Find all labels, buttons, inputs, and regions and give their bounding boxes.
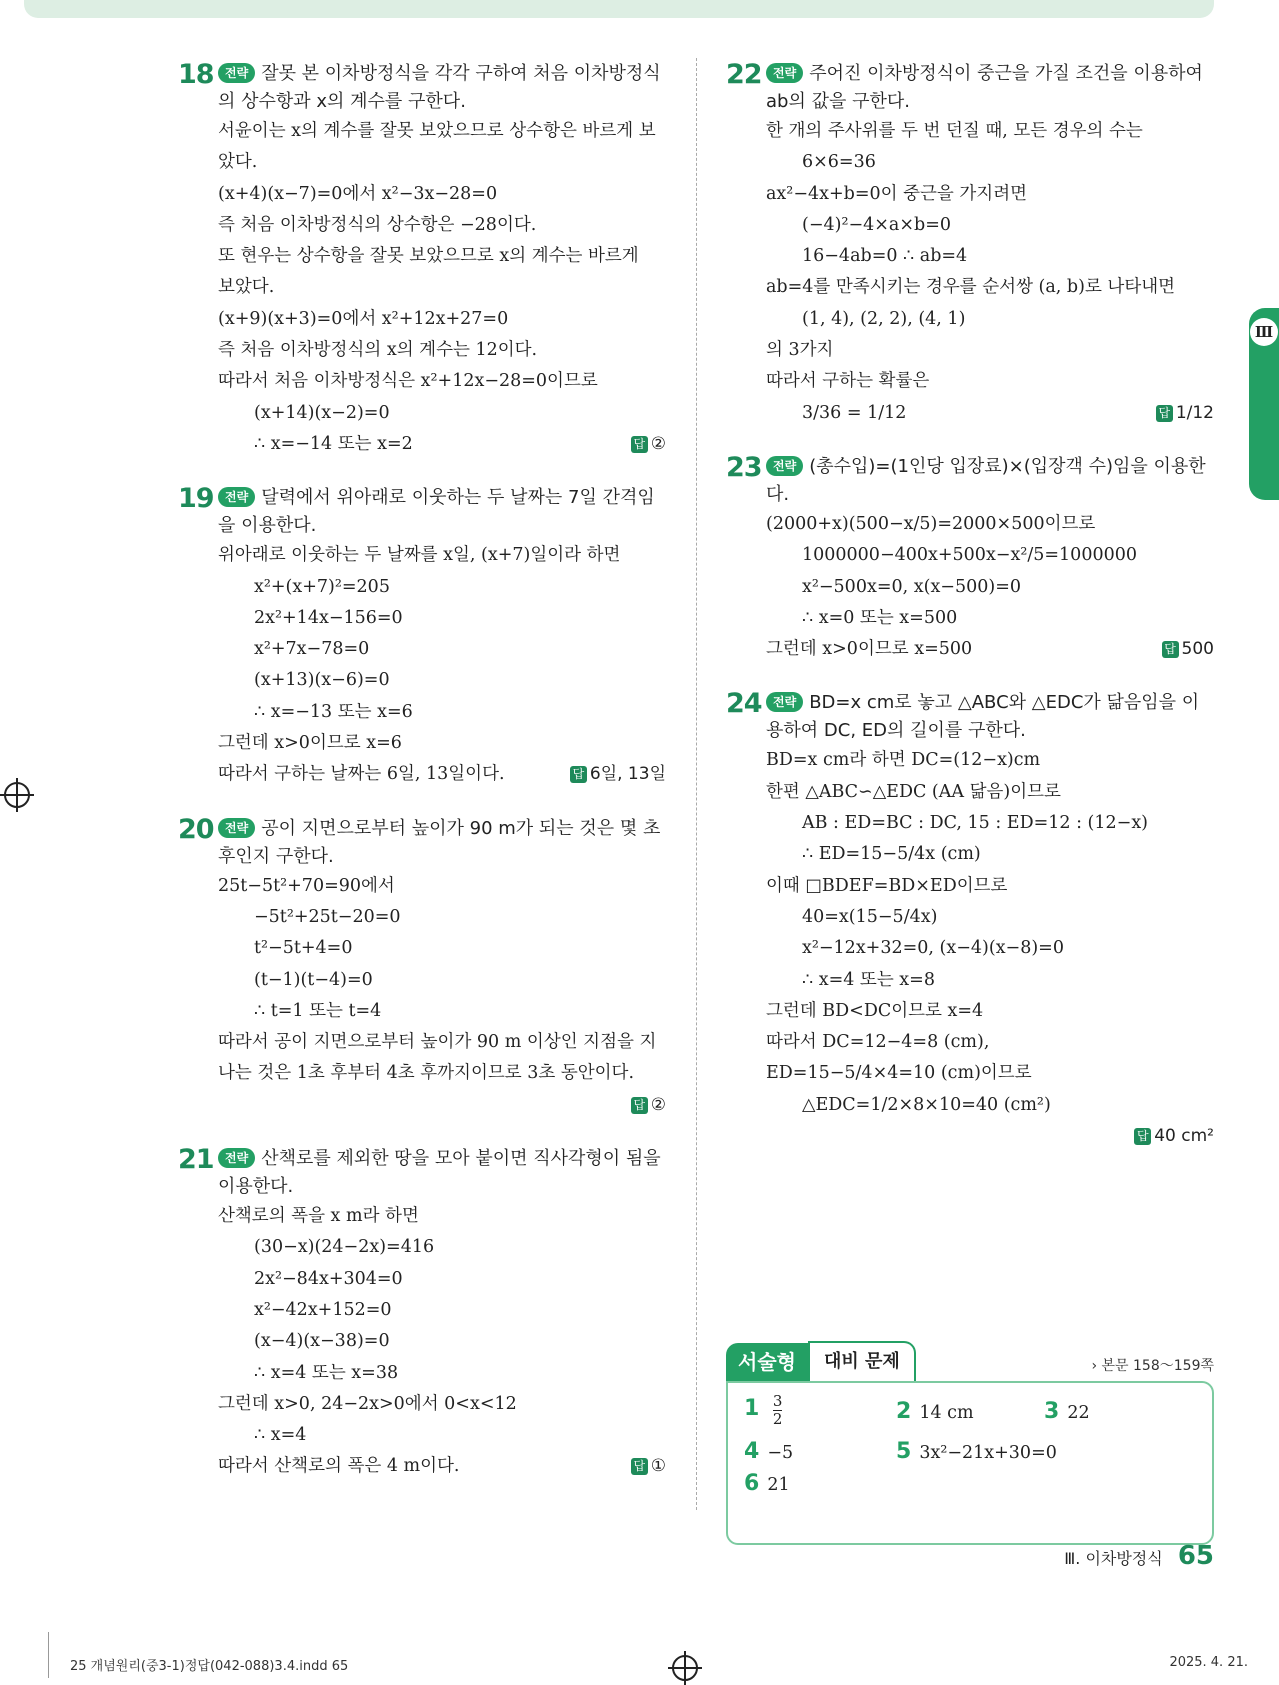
- solution-line: 서윤이는 x의 계수를 잘못 보았으므로 상수항은 바르게 보: [218, 121, 656, 141]
- problem-number: 19: [178, 483, 214, 515]
- solution-line: 40=x(15−5/4x): [802, 906, 938, 927]
- strategy-text: [218, 484, 666, 540]
- solution-line: 즉 처음 이차방정식의 x의 계수는 12이다.: [218, 340, 538, 361]
- final-step: 3/36 = 1/12: [802, 402, 907, 423]
- problem-number: 24: [726, 688, 762, 720]
- answer-value: ①: [650, 1456, 666, 1477]
- strategy-text: [766, 689, 1214, 745]
- registration-mark-icon: [4, 782, 30, 808]
- essay-answer-1: 1 $\frac{3}{2}$: [744, 1392, 783, 1428]
- page-number: 65: [1177, 1541, 1214, 1571]
- strategy-content: 공이 지면으로부터 높이가 90 m가 되는 것은 몇 초 후인지 구한다.: [218, 817, 661, 867]
- solution-line: (x+4)(x−7)=0에서 x²−3x−28=0: [218, 183, 498, 204]
- problem-22: [726, 60, 1214, 429]
- strategy-text: [218, 1145, 666, 1201]
- print-date: 2025. 4. 21.: [1169, 1655, 1248, 1670]
- solution-line: 16−4ab=0 ∴ ab=4: [802, 246, 968, 267]
- solution-line: 나는 것은 1초 후부터 4초 후까지이므로 3초 동안이다.: [218, 1063, 635, 1084]
- solution-line: BD=x cm라 하면 DC=(12−x)cm: [766, 750, 1041, 771]
- solution-line: 그런데 x>0이므로 x=6: [218, 733, 402, 754]
- registration-mark-icon: [672, 1655, 698, 1681]
- answer: [631, 1090, 666, 1121]
- problem-20: [178, 815, 666, 1121]
- answer-line: [218, 1090, 666, 1121]
- answer-value: 1/12: [1175, 402, 1214, 423]
- problem-21: [178, 1145, 666, 1483]
- essay-answer-box: [726, 1381, 1214, 1545]
- top-bar: [24, 0, 1214, 18]
- solution-line: x²−12x+32=0, (x−4)(x−8)=0: [802, 938, 1064, 959]
- solution-line: ab=4를 만족시키는 경우를 순서쌍 (a, b)로 나타내면: [766, 277, 1176, 298]
- solution-line: (x+9)(x+3)=0에서 x²+12x+27=0: [218, 308, 509, 329]
- answer-line: [766, 1121, 1214, 1152]
- problem-header: [726, 453, 1214, 509]
- final-step: 따라서 산책로의 폭은 4 m이다.: [218, 1456, 460, 1477]
- strategy-badge: 전략: [766, 456, 803, 476]
- solution-line: t²−5t+4=0: [254, 938, 353, 959]
- solution-line: ax²−4x+b=0이 중근을 가지려면: [766, 183, 1028, 204]
- strategy-text: [766, 453, 1214, 509]
- chapter-title: Ⅲ. 이차방정식: [1064, 1549, 1163, 1568]
- solution-line: 위아래로 이웃하는 두 날짜를 x일, (x+7)일이라 하면: [218, 545, 621, 566]
- answer-line: [218, 759, 666, 790]
- answer: [1162, 634, 1214, 665]
- final-step: 따라서 구하는 날짜는 6일, 13일이다.: [218, 764, 505, 785]
- answer-line: [766, 634, 1214, 665]
- left-column: [178, 60, 666, 1507]
- answer-value: ②: [650, 433, 666, 454]
- final-step: ∴ x=−14 또는 x=2: [254, 433, 413, 454]
- solution-line: ∴ x=4: [254, 1425, 307, 1446]
- solution-line: (−4)²−4×a×b=0: [802, 214, 952, 235]
- problem-header: [726, 689, 1214, 745]
- answer: [570, 759, 666, 790]
- problem-header: [178, 60, 666, 116]
- problem-number: 21: [178, 1144, 214, 1176]
- essay-answer-3: 3 22: [1044, 1399, 1090, 1424]
- solution-line: 한편 △ABC∽△EDC (AA 닮음)이므로: [766, 781, 1061, 802]
- answer-mark-icon: 답: [1162, 641, 1179, 658]
- column-divider: [696, 58, 697, 1510]
- solution-line: ∴ x=4 또는 x=8: [802, 969, 935, 990]
- solution-line: (30−x)(24−2x)=416: [254, 1237, 435, 1258]
- page-reference: › 본문 158～159쪽: [1091, 1358, 1214, 1374]
- strategy-content: 산책로를 제외한 땅을 모아 붙이면 직사각형이 됨을 이용한다.: [218, 1148, 661, 1198]
- solution-line: 25t−5t²+70=90에서: [218, 875, 395, 896]
- solution-line: 6×6=36: [802, 152, 876, 173]
- essay-answer-5: 5 3x²−21x+30=0: [896, 1439, 1057, 1464]
- answer-value: 6일, 13일: [589, 764, 666, 785]
- slug-divider: [48, 1632, 49, 1678]
- strategy-content: 잘못 본 이차방정식을 각각 구하여 처음 이차방정식의 상수항과 x의 계수를 구한다.: [218, 63, 661, 112]
- print-slug: 25 개념원리(중3-1)정답(042-088)3.4.indd 65: [70, 1659, 349, 1674]
- solution-line: ED=15−5/4×4=10 (cm)이므로: [766, 1063, 1032, 1084]
- solution-line: 즉 처음 이차방정식의 상수항은 −28이다.: [218, 214, 537, 235]
- answer-mark-icon: 답: [1156, 405, 1173, 422]
- solution-line: 의 3가지: [766, 340, 834, 361]
- solution-line: ∴ t=1 또는 t=4: [254, 1000, 382, 1021]
- answer: [1134, 1121, 1214, 1152]
- solution-line: (x+13)(x−6)=0: [254, 670, 390, 691]
- solution-line: 또 현우는 상수항을 잘못 보았으므로 x의 계수는 바르게: [218, 246, 639, 267]
- strategy-badge: 전략: [218, 1148, 255, 1168]
- solution-line: (x−4)(x−38)=0: [254, 1331, 390, 1352]
- answer-mark-icon: 답: [570, 766, 587, 783]
- solution-line: x²+(x+7)²=205: [254, 576, 390, 597]
- answer-value: 40 cm²: [1154, 1126, 1214, 1147]
- essay-answer-4: 4 −5: [744, 1439, 794, 1464]
- strategy-badge: 전략: [218, 487, 255, 507]
- solution-line: 한 개의 주사위를 두 번 던질 때, 모든 경우의 수는: [766, 121, 1143, 141]
- problem-header: [178, 484, 666, 540]
- solution-line: 따라서 DC=12−4=8 (cm),: [766, 1032, 990, 1053]
- solution-line: 1000000−400x+500x−x²/5=1000000: [802, 545, 1137, 566]
- answer-line: [802, 398, 1214, 429]
- problem-19: [178, 484, 666, 790]
- solution-line: (2000+x)(500−x/5)=2000×500이므로: [766, 513, 1096, 534]
- solution-line: 2x²+14x−156=0: [254, 607, 403, 628]
- essay-answer-2: 2 14 cm: [896, 1399, 974, 1424]
- problem-24: [726, 689, 1214, 1152]
- answer: [631, 1451, 666, 1482]
- answer-mark-icon: 답: [631, 1458, 648, 1475]
- right-column: [726, 60, 1214, 1176]
- problem-header: [178, 1145, 666, 1201]
- answer-mark-icon: 답: [631, 1097, 648, 1114]
- strategy-content: 달력에서 위아래로 이웃하는 두 날짜는 7일 간격임을 이용한다.: [218, 487, 655, 537]
- solution-line: 았다.: [218, 152, 258, 173]
- essay-tab-label: 서술형: [726, 1343, 808, 1381]
- solution-line: x²+7x−78=0: [254, 639, 370, 660]
- strategy-content: BD=x cm로 놓고 △ABC와 △EDC가 닮음임을 이용하여 DC, ED의 길이를 구한다.: [766, 692, 1200, 742]
- solution-line: 그런데 BD<DC이므로 x=4: [766, 1000, 984, 1021]
- problem-number: 18: [178, 59, 214, 90]
- problem-number: 20: [178, 813, 214, 845]
- solution-line: 이때 □BDEF=BD×ED이므로: [766, 875, 1008, 896]
- solution-line: (t−1)(t−4)=0: [254, 969, 373, 990]
- solution-line: 보았다.: [218, 277, 275, 298]
- answer-line: [254, 429, 666, 460]
- answer-mark-icon: 답: [631, 436, 648, 453]
- essay-answer-section: [726, 1343, 1214, 1545]
- strategy-content: (총수입)=(1인당 입장료)×(입장객 수)임을 이용한다.: [766, 455, 1206, 505]
- answer: [631, 429, 666, 460]
- solution-line: ∴ x=4 또는 x=38: [254, 1362, 399, 1383]
- problem-18: [178, 60, 666, 460]
- problem-header: [726, 60, 1214, 116]
- problem-23: [726, 453, 1214, 665]
- strategy-badge: 전략: [766, 692, 803, 712]
- problem-number: 23: [726, 451, 762, 483]
- solution-line: ∴ ED=15−5/4x (cm): [802, 844, 981, 865]
- answer-value: 500: [1181, 639, 1214, 660]
- solution-line: 따라서 구하는 확률은: [766, 371, 930, 392]
- answer: [1156, 398, 1214, 429]
- solution-line: (1, 4), (2, 2), (4, 1): [802, 308, 966, 329]
- solution-line: AB : ED=BC : DC, 15 : ED=12 : (12−x): [802, 813, 1149, 834]
- strategy-badge: 전략: [218, 818, 255, 838]
- solution-line: ∴ x=0 또는 x=500: [802, 607, 958, 628]
- essay-tab-sublabel: 대비 문제: [808, 1341, 916, 1381]
- answer-line: [218, 1451, 666, 1482]
- answer-mark-icon: 답: [1134, 1128, 1151, 1145]
- problem-header: [178, 815, 666, 871]
- problem-number: 22: [726, 59, 762, 90]
- page-footer: [1064, 1541, 1214, 1571]
- solution-line: 그런데 x>0, 24−2x>0에서 0<x<12: [218, 1393, 517, 1414]
- final-step: 그런데 x>0이므로 x=500: [766, 639, 973, 660]
- answer-value: ②: [650, 1094, 666, 1115]
- solution-line: ∴ x=−13 또는 x=6: [254, 701, 413, 722]
- solution-line: 따라서 처음 이차방정식은 x²+12x−28=0이므로: [218, 371, 598, 392]
- solution-line: △EDC=1/2×8×10=40 (cm²): [802, 1094, 1051, 1115]
- solution-line: 2x²−84x+304=0: [254, 1268, 403, 1289]
- chapter-side-tab-label: Ⅲ: [1250, 318, 1278, 346]
- solution-line: (x+14)(x−2)=0: [254, 402, 390, 423]
- solution-line: x²−42x+152=0: [254, 1299, 392, 1320]
- solution-line: 산책로의 폭을 x m라 하면: [218, 1206, 419, 1227]
- solution-line: 따라서 공이 지면으로부터 높이가 90 m 이상인 지점을 지: [218, 1032, 657, 1053]
- essay-answer-6: 6 21: [744, 1471, 790, 1496]
- strategy-content: 주어진 이차방정식이 중근을 가질 조건을 이용하여 ab의 값을 구한다.: [766, 63, 1203, 112]
- strategy-text: [766, 60, 1214, 116]
- solution-line: −5t²+25t−20=0: [254, 906, 401, 927]
- strategy-badge: 전략: [218, 63, 255, 83]
- strategy-text: [218, 815, 666, 871]
- strategy-text: [218, 60, 666, 116]
- solution-line: x²−500x=0, x(x−500)=0: [802, 576, 1021, 597]
- strategy-badge: 전략: [766, 63, 803, 83]
